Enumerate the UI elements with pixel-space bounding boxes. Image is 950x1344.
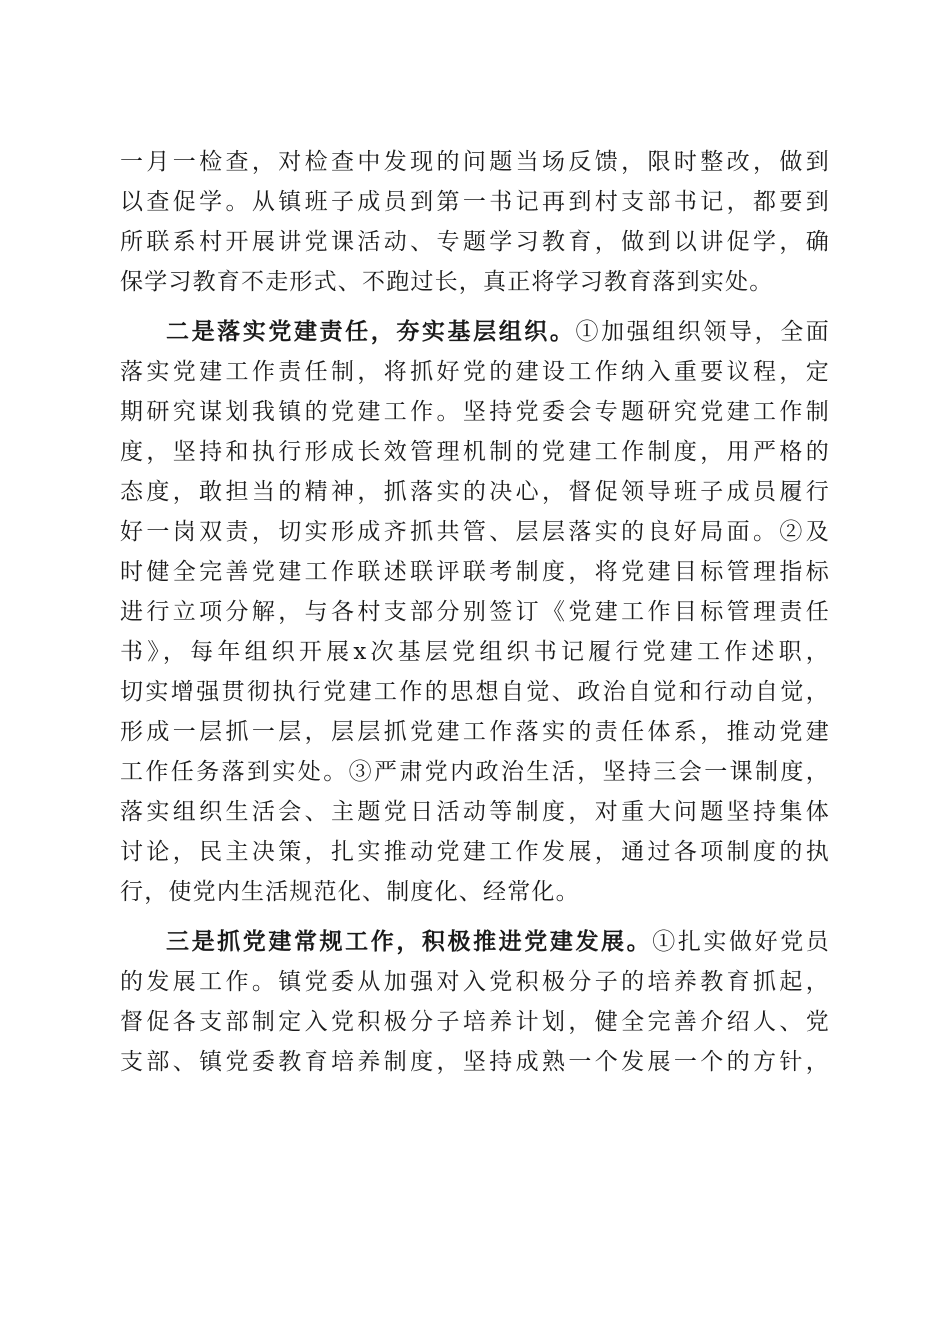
text-line: 的发展工作。镇党委从加强对入党积极分子的培养教育抓起， [120,969,830,995]
text-line: 工作任务落到实处。③严肃党内政治生活，坚持三会一课制度， [120,759,830,785]
paragraph-heading: 三是抓党建常规工作，积极推进党建发展。 [166,928,653,955]
text-line: 保学习教育不走形式、不跑过长，真正将学习教育落到实处。 [120,269,774,295]
paragraph-heading: 二是落实党建责任，夯实基层组织。 [166,318,576,345]
text-line: 书》，每年组织开展x次基层党组织书记履行党建工作述职， [120,639,830,665]
text-line: 态度，敢担当的精神，抓落实的决心，督促领导班子成员履行 [120,479,830,505]
paragraph-party-responsibility [120,312,830,912]
text-line: 所联系村开展讲党课活动、专题学习教育，做到以讲促学，确 [120,229,830,255]
text-line: 督促各支部制定入党积极分子培养计划，健全完善介绍人、党 [120,1009,830,1035]
text-line: 讨论，民主决策，扎实推动党建工作发展，通过各项制度的执 [120,839,830,865]
text-line: 度，坚持和执行形成长效管理机制的党建工作制度，用严格的 [120,439,830,465]
text-line: 形成一层抓一层，层层抓党建工作落实的责任体系，推动党建 [120,719,830,745]
text-line: 一月一检查，对检查中发现的问题当场反馈，限时整改，做到 [120,149,830,175]
text-line: 时健全完善党建工作联述联评联考制度，将党建目标管理指标 [120,559,830,585]
text-line: 落实组织生活会、主题党日活动等制度，对重大问题坚持集体 [120,799,830,825]
text-line: 行，使党内生活规范化、制度化、经常化。 [120,879,580,905]
text-line: 好一岗双责，切实形成齐抓共管、层层落实的良好局面。②及 [120,519,830,545]
text-line-first [120,312,830,352]
paragraph-party-development [120,922,830,1082]
text-line: 落实党建工作责任制，将抓好党的建设工作纳入重要议程，定 [120,359,830,385]
text-line: 期研究谋划我镇的党建工作。坚持党委会专题研究党建工作制 [120,399,830,425]
text-line: 切实增强贯彻执行党建工作的思想自觉、政治自觉和行动自觉， [120,679,830,705]
text-fragment: ①扎实做好党员 [652,929,830,955]
document-body [120,142,830,1082]
text-fragment: ①加强组织领导，全面 [575,319,831,345]
paragraph-study-inspection [120,142,830,302]
text-line-first [120,922,830,962]
text-line: 进行立项分解，与各村支部分别签订《党建工作目标管理责任 [120,599,830,625]
text-line: 支部、镇党委教育培养制度，坚持成熟一个发展一个的方针， [120,1049,830,1075]
text-line: 以查促学。从镇班子成员到第一书记再到村支部书记，都要到 [120,189,830,215]
